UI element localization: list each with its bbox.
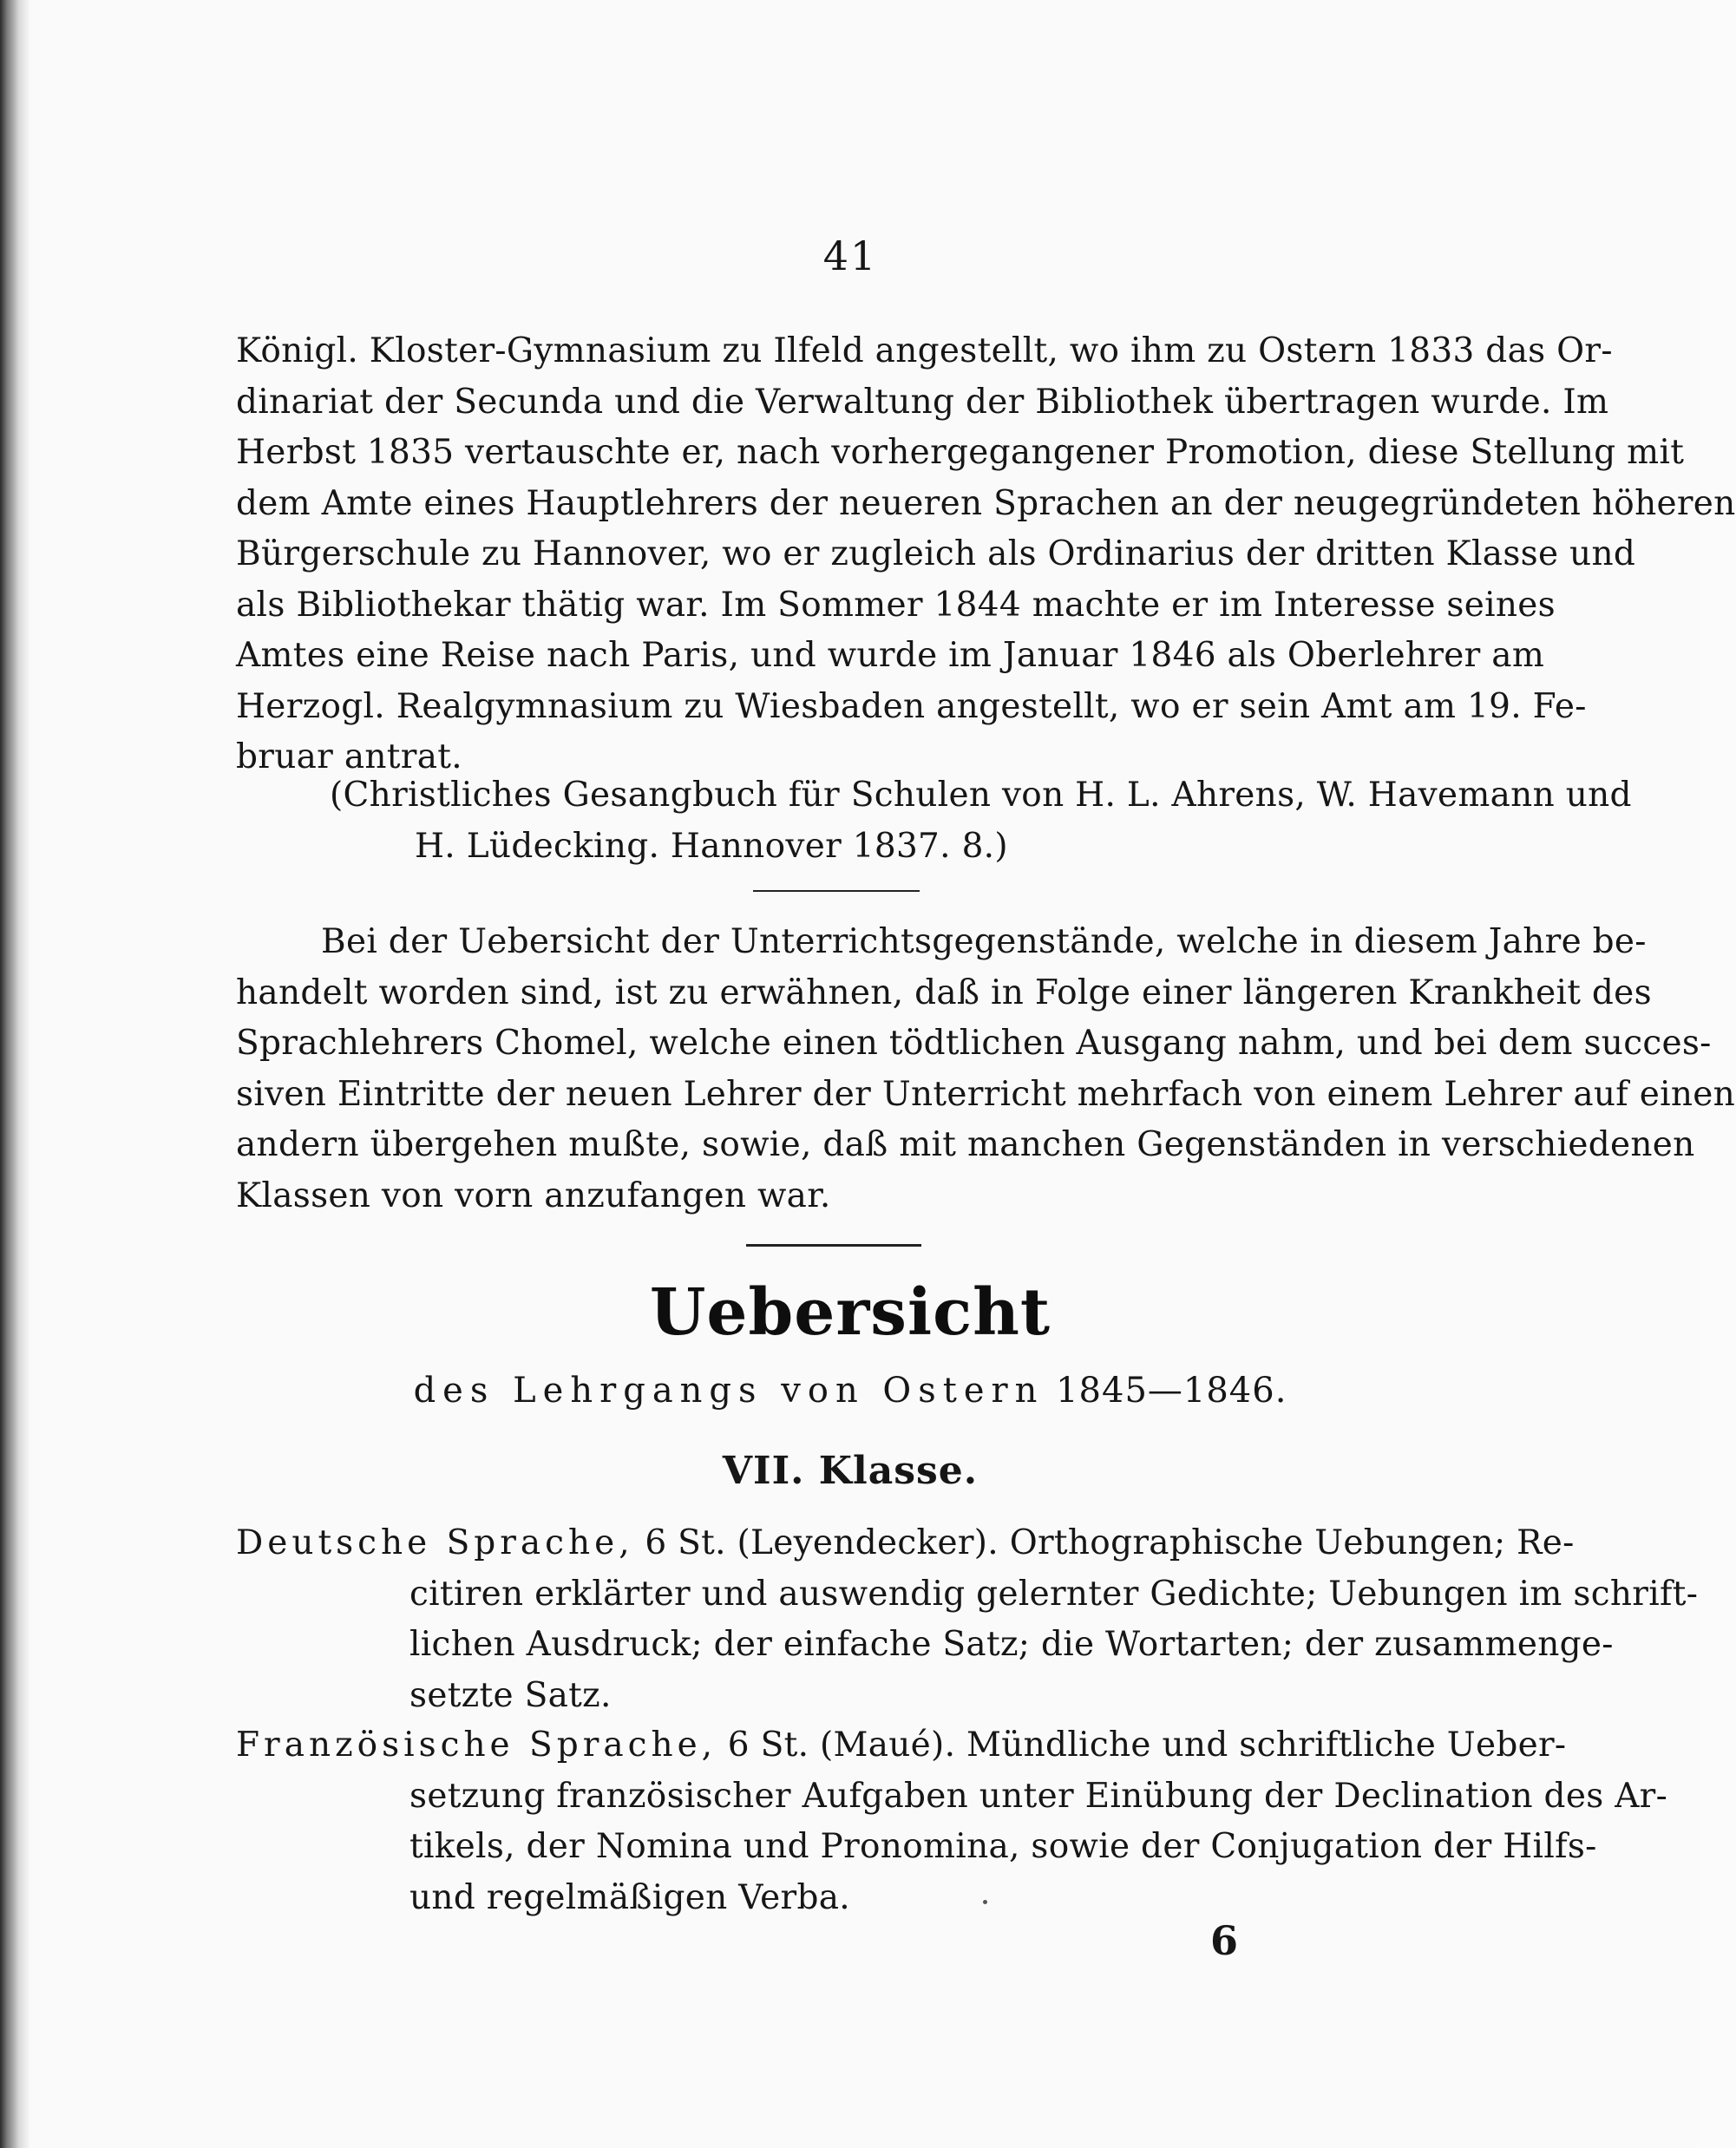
text-line: Amtes eine Reise nach Paris, und wurde im Januar 1846 als Oberlehrer am <box>236 636 1545 675</box>
overview-title: Uebersicht <box>649 1275 1051 1350</box>
text-line: Bürgerschule zu Hannover, wo er zugleich als Ordinarius der dritten Klasse und <box>236 534 1636 573</box>
publication-citation <box>330 770 1632 872</box>
text-line: Klassen von vorn anzufangen war. <box>236 1176 831 1215</box>
subject-entry-french <box>236 1720 1668 1923</box>
text-line: bruar antrat. <box>236 737 462 776</box>
text-line: handelt worden sind, ist zu erwähnen, daß in Folge einer längeren Krankheit des <box>236 972 1652 1012</box>
text-line: Königl. Kloster-Gymnasium zu Ilfeld angestellt, wo ihm zu Ostern 1833 das Or- <box>236 331 1613 370</box>
subject-details: 6 St. (Maué). <box>727 1726 956 1765</box>
text-line: andern übergehen mußte, sowie, daß mit manchen Gegenständen in verschiedenen <box>236 1125 1695 1164</box>
section-divider <box>753 890 920 892</box>
text-line: dem Amte eines Hauptlehrers der neueren Sprachen an der neugegründeten höheren <box>236 483 1736 523</box>
text-line: Sprachlehrers Chomel, welche einen tödtlichen Ausgang nahm, und bei dem succes- <box>236 1024 1712 1063</box>
subject-entry-german <box>236 1518 1699 1721</box>
text-line: Herzogl. Realgymnasium zu Wiesbaden angestellt, wo er sein Amt am 19. Fe- <box>236 686 1587 726</box>
text-line: als Bibliothekar thätig war. Im Sommer 1844 machte er im Interesse seines <box>236 585 1556 625</box>
curriculum-note-paragraph <box>236 917 1736 1221</box>
subject-name: Französische Sprache, <box>236 1726 717 1765</box>
text-line: setzung französischer Aufgaben unter Einübung der Declination des Ar- <box>409 1776 1668 1816</box>
text-line: und regelmäßigen Verba. <box>409 1877 850 1917</box>
subject-description: Mündliche und schriftliche Ueber- <box>966 1726 1567 1765</box>
class-heading: VII. Klasse. <box>722 1449 979 1493</box>
section-divider <box>746 1244 921 1247</box>
ink-speck <box>983 1900 987 1904</box>
subject-details: 6 St. (Leyendecker). <box>645 1523 999 1562</box>
overview-subtitle <box>0 1371 1700 1411</box>
text-line: H. Lüdecking. Hannover 1837. 8.) <box>415 826 1008 866</box>
text-line: siven Eintritte der neuen Lehrer der Unterricht mehrfach von einem Lehrer auf einen <box>236 1074 1736 1114</box>
entry-first-line <box>236 1518 1575 1569</box>
subject-name: Deutsche Sprache, <box>236 1523 634 1562</box>
subtitle-prefix: des Lehrgangs von Ostern <box>413 1371 1045 1411</box>
text-line: citiren erklärter und auswendig gelernter Gedichte; Uebungen im schrift- <box>409 1574 1699 1614</box>
text-line: (Christliches Gesangbuch für Schulen von H. L. Ahrens, W. Havemann und <box>330 776 1632 815</box>
signature-mark: 6 <box>1210 1917 1239 1964</box>
text-line: Herbst 1835 vertauschte er, nach vorhergegangener Promotion, diese Stellung mit <box>236 433 1685 472</box>
text-line: setzte Satz. <box>409 1675 612 1715</box>
page-number: 41 <box>822 232 878 279</box>
entry-first-line <box>236 1720 1567 1771</box>
text-line: Bei der Uebersicht der Unterrichtsgegenstände, welche in diesem Jahre be- <box>321 922 1647 961</box>
text-line: lichen Ausdruck; der einfache Satz; die Wortarten; der zusammenge- <box>409 1625 1614 1664</box>
subject-description: Orthographische Uebungen; Re- <box>1009 1523 1575 1562</box>
subtitle-years: 1845—1846. <box>1056 1371 1287 1411</box>
text-line: tikels, der Nomina und Pronomina, sowie der Conjugation der Hilfs- <box>409 1827 1597 1866</box>
binding-shadow <box>0 0 29 2148</box>
biography-paragraph <box>236 326 1736 783</box>
text-line: dinariat der Secunda und die Verwaltung der Bibliothek übertragen wurde. Im <box>236 382 1609 422</box>
